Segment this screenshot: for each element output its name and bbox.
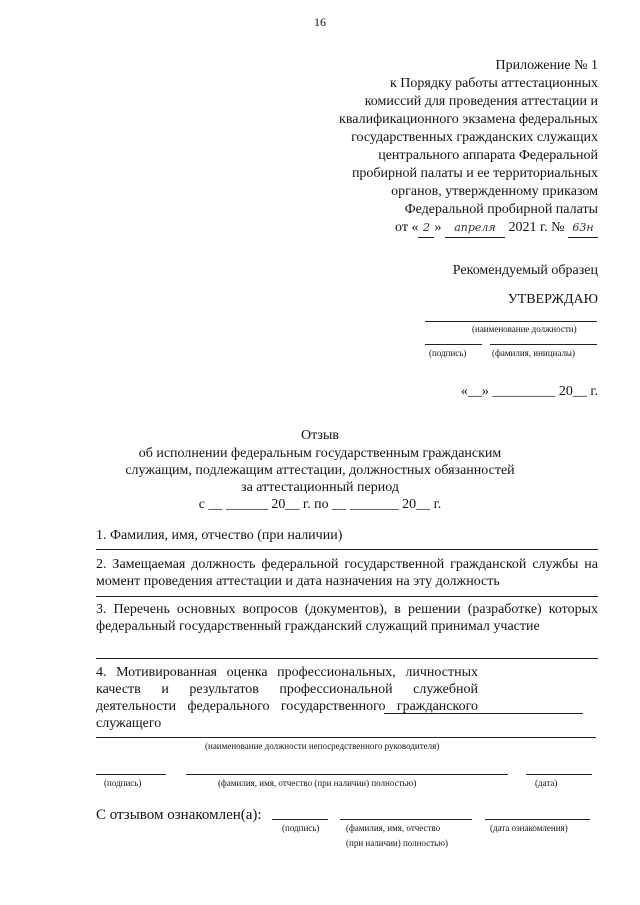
manager-name-line: [186, 774, 508, 775]
ack-date-line: [485, 819, 590, 820]
appendix-block: [339, 57, 598, 238]
position-caption: (наименование должности): [472, 324, 577, 334]
section-1-line: [96, 549, 598, 550]
appendix-line: комиссий для проведения аттестации и: [364, 94, 598, 109]
manager-position-line: [96, 737, 596, 738]
manager-date-line: [526, 774, 592, 775]
order-date-year: 2021 г. №: [508, 220, 565, 235]
ack-date-caption: (дата ознакомления): [490, 823, 568, 833]
manager-name-caption: (фамилия, имя, отчество (при наличии) полностью): [218, 778, 417, 788]
ack-signature-caption: (подпись): [282, 823, 320, 833]
order-date-month: апреля: [445, 219, 505, 238]
signature-caption: (подпись): [429, 348, 467, 358]
section-3-line: [96, 658, 598, 659]
position-line: [425, 321, 597, 322]
manager-signature-caption: (подпись): [104, 778, 142, 788]
section-2-line: [96, 596, 598, 597]
section-4-label: 4. Мотивированная оценка профессиональных, личностных качеств и результатов профессиональной служебной деятельности федерального государственного гражданского служащего: [96, 665, 478, 731]
appendix-line: пробирной палаты и ее территориальных: [351, 166, 598, 181]
manager-date-caption: (дата): [535, 778, 558, 788]
order-date-mid: »: [434, 220, 442, 235]
order-date-day: 2: [418, 219, 434, 238]
appendix-line: Приложение № 1: [495, 58, 598, 73]
approve-heading: УТВЕРЖДАЮ: [507, 292, 598, 307]
section-3-label: 3. Перечень основных вопросов (документов), в решении (разработке) которых федеральный государственный гражданский служащий принимал участие: [96, 602, 598, 634]
review-subtitle-line: за аттестационный период: [241, 480, 399, 495]
review-period: с __ ______ 20__ г. по __ _______ 20__ г.: [198, 497, 442, 512]
signature-line: [425, 344, 482, 345]
order-number: 63н: [568, 219, 598, 238]
recommended-sample: Рекомендуемый образец: [452, 263, 598, 278]
appendix-order-date: [339, 219, 598, 238]
appendix-line: центрального аппарата Федеральной: [378, 148, 598, 163]
appendix-line: органов, утвержденному приказом: [391, 184, 598, 199]
review-subtitle-line: служащим, подлежащим аттестации, должностных обязанностей: [125, 463, 515, 478]
name-line: [490, 344, 597, 345]
manager-signature-line: [96, 774, 166, 775]
appendix-line: государственных гражданских служащих: [351, 130, 598, 145]
section-2-label: 2. Замещаемая должность федеральной государственной гражданской службы на момент проведения аттестации и дата назначения на эту должность: [96, 557, 598, 589]
appendix-line: к Порядку работы аттестационных: [390, 76, 598, 91]
ack-name-caption: (фамилия, имя, отчество: [346, 823, 441, 833]
name-caption: (фамилия, инициалы): [492, 348, 575, 358]
ack-name-line: [340, 819, 472, 820]
section-4-line: [384, 713, 583, 714]
manager-position-caption: (наименование должности непосредственного руководителя): [205, 741, 440, 751]
approval-date: «__» _________ 20__ г.: [460, 384, 598, 399]
order-date-prefix: от «: [395, 220, 419, 235]
page-number: 16: [314, 15, 326, 29]
appendix-line: Федеральной пробирной палаты: [404, 202, 598, 217]
ack-signature-line: [272, 819, 328, 820]
acknowledged-label: С отзывом ознакомлен(а):: [96, 807, 262, 823]
ack-name-caption-2: (при наличии) полностью): [346, 838, 448, 848]
appendix-line: квалификационного экзамена федеральных: [339, 112, 598, 127]
review-subtitle-line: об исполнении федеральным государственным гражданским: [138, 446, 502, 461]
review-title: Отзыв: [301, 428, 339, 443]
section-1-label: 1. Фамилия, имя, отчество (при наличии): [96, 528, 343, 543]
